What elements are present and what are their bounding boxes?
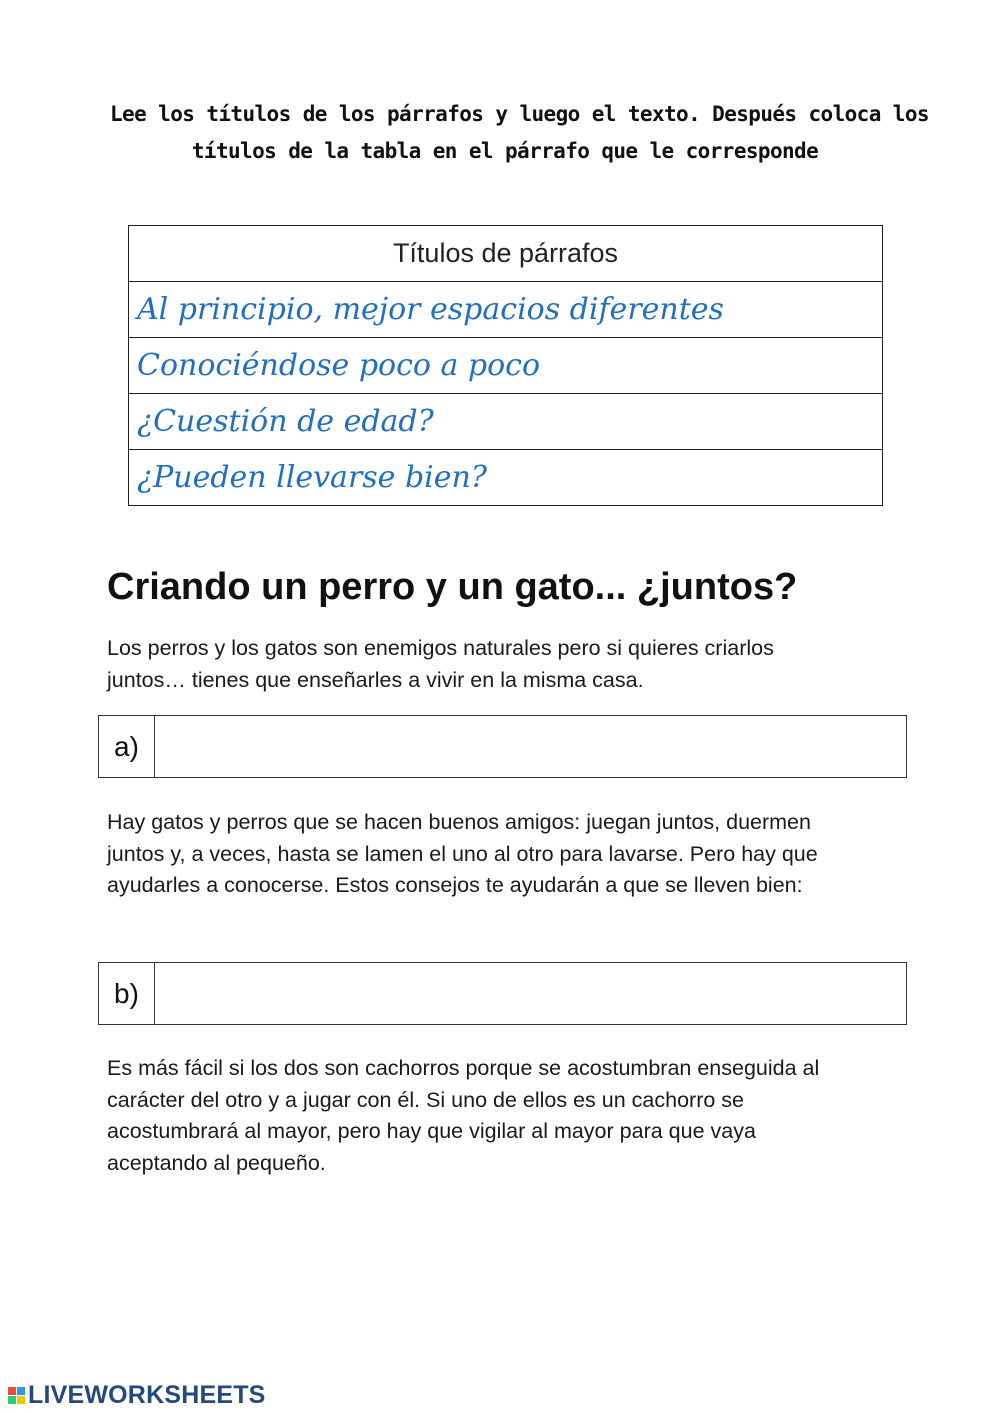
- logo-square: [8, 1396, 16, 1404]
- title-option-3[interactable]: ¿Cuestión de edad?: [129, 394, 883, 450]
- title-option-1[interactable]: Al principio, mejor espacios diferentes: [129, 282, 883, 338]
- paragraph-line: carácter del otro y a jugar con él. Si uno de ellos es un cachorro se: [107, 1087, 744, 1112]
- paragraph-line: juntos y, a veces, hasta se lamen el uno al otro para lavarse. Pero hay que: [107, 841, 818, 866]
- instructions-line: títulos de la tabla en el párrafo que le corresponde: [191, 139, 819, 163]
- logo-square: [8, 1387, 16, 1395]
- paragraph-line: aceptando al pequeño.: [107, 1150, 326, 1175]
- paragraph-a: [107, 807, 907, 902]
- paragraph-line: Los perros y los gatos son enemigos naturales pero si quieres criarlos: [107, 636, 774, 660]
- instructions: [110, 96, 929, 170]
- answer-row-b: [98, 962, 907, 1025]
- logo-square: [17, 1396, 25, 1404]
- titles-table: [128, 225, 883, 506]
- answer-drop-zone-a[interactable]: [155, 716, 906, 777]
- liveworksheets-logo[interactable]: [8, 1382, 266, 1408]
- paragraph-line: ayudarles a conocerse. Estos consejos te ayudarán a que se lleven bien:: [107, 873, 803, 897]
- logo-square: [17, 1387, 25, 1395]
- logo-grid-icon: [8, 1387, 25, 1404]
- paragraph-line: Hay gatos y perros que se hacen buenos amigos: juegan juntos, duermen: [107, 810, 811, 834]
- answer-label-b: b): [99, 963, 155, 1024]
- answer-drop-zone-b[interactable]: [155, 963, 906, 1024]
- paragraph-line: acostumbrará al mayor, pero hay que vigilar al mayor para que vaya: [107, 1119, 756, 1143]
- title-option-4[interactable]: ¿Pueden llevarse bien?: [129, 450, 883, 506]
- brand-name: LIVEWORKSHEETS: [28, 1380, 266, 1409]
- paragraph-line: Es más fácil si los dos son cachorros porque se acostumbran enseguida al: [107, 1056, 820, 1080]
- answer-label-a: a): [99, 716, 155, 777]
- article-title: Criando un perro y un gato... ¿juntos?: [107, 566, 798, 608]
- titles-table-header: Títulos de párrafos: [129, 226, 883, 282]
- title-option-2[interactable]: Conociéndose poco a poco: [129, 338, 883, 394]
- instructions-line: Lee los títulos de los párrafos y luego el texto. Después coloca los: [110, 102, 929, 126]
- paragraph-line: juntos… tienes que enseñarles a vivir en la misma casa.: [107, 667, 644, 692]
- intro-paragraph: [107, 633, 907, 696]
- paragraph-b: [107, 1053, 907, 1179]
- answer-row-a: [98, 715, 907, 778]
